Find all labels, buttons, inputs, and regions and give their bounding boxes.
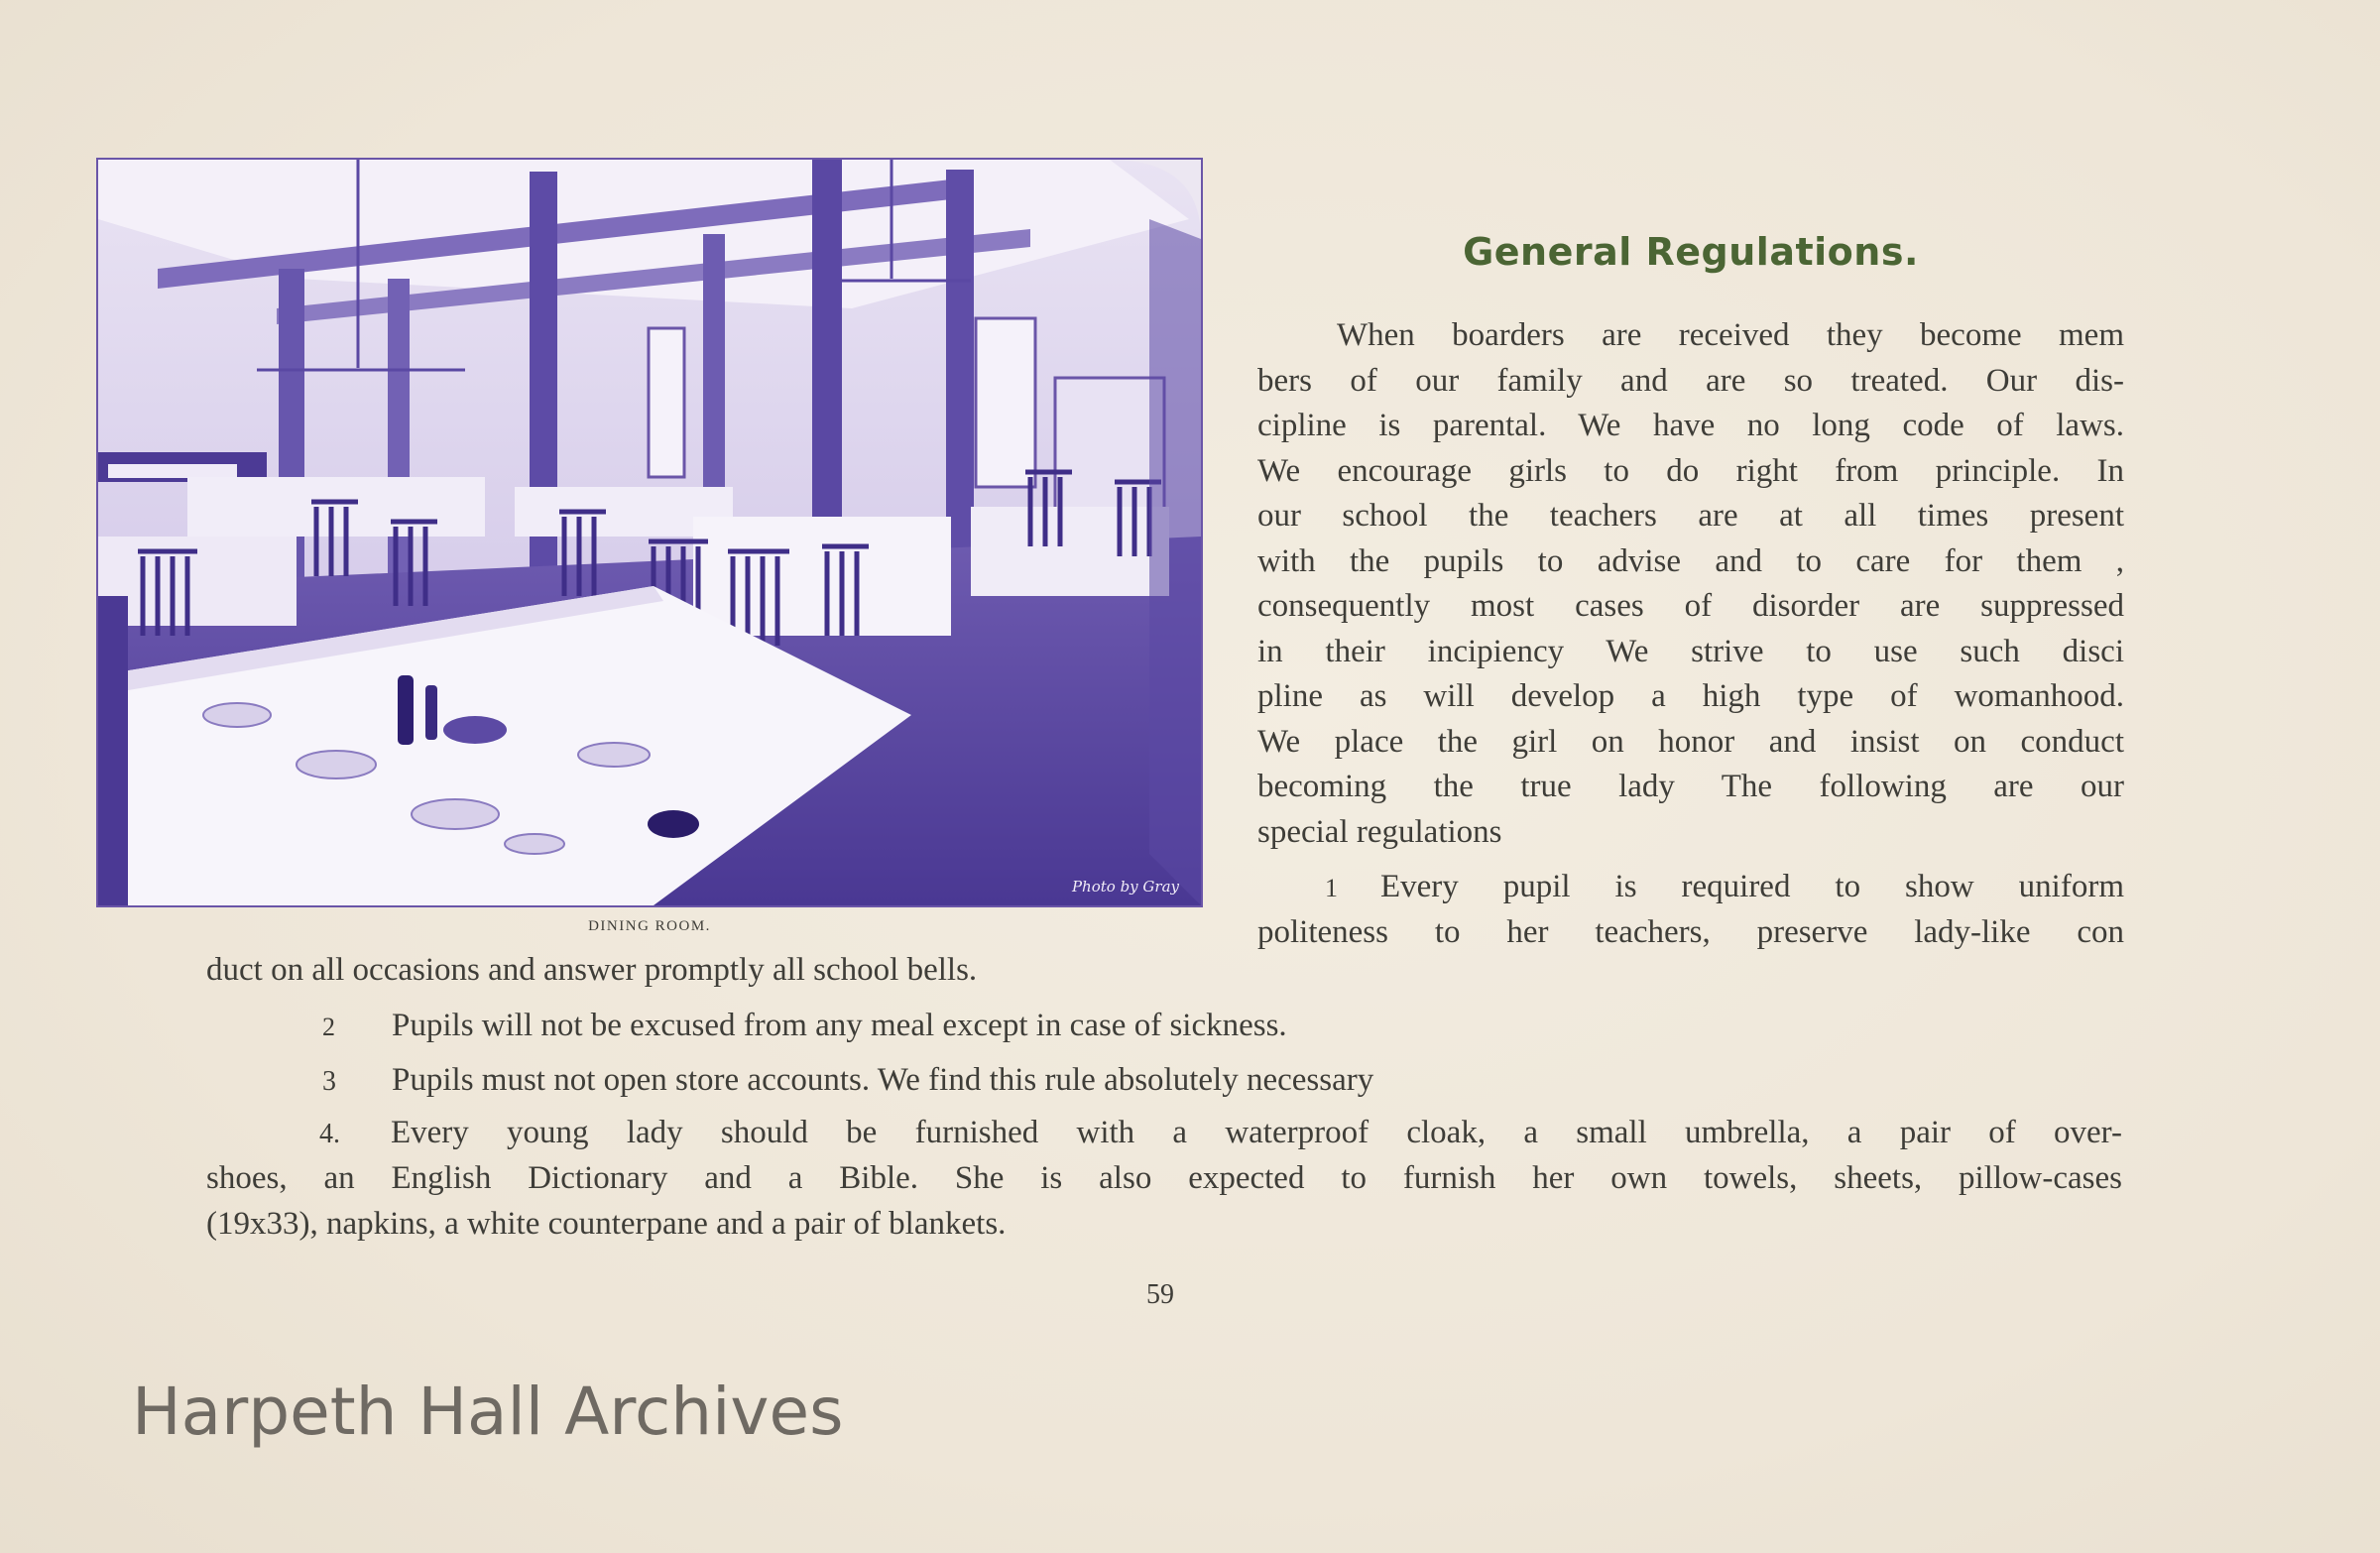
regulation-1-continued bbox=[206, 948, 1297, 994]
regulation-number: 4. bbox=[319, 1119, 340, 1149]
intro-paragraph bbox=[1257, 313, 2124, 855]
regulation-text: Every young lady should be furnished with a waterproof cloak, a small umbrella, a pair of over- bbox=[391, 1115, 2122, 1150]
intro-line: pline as will develop a high type of womanhood. bbox=[1257, 678, 2124, 714]
intro-line: We place the girl on honor and insist on conduct bbox=[1257, 723, 2124, 760]
intro-line: When boarders are received they become mem bbox=[1337, 317, 2124, 353]
regulation-number: 3 bbox=[322, 1066, 336, 1097]
regulation-4 bbox=[206, 1111, 2122, 1248]
regulation-text: duct on all occasions and answer promptly all school bells. bbox=[206, 952, 978, 988]
regulation-3 bbox=[322, 1057, 1373, 1105]
intro-line: our school the teachers are at all times present bbox=[1257, 498, 2124, 534]
archive-watermark: Harpeth Hall Archives bbox=[132, 1374, 844, 1450]
regulation-text: Every pupil is required to show uniform bbox=[1380, 869, 2124, 904]
regulation-1 bbox=[1257, 865, 2124, 955]
photo-credit: Photo by Gray bbox=[1071, 878, 1179, 896]
regulation-text: shoes, an English Dictionary and a Bible. She is also expected to furnish her own towels, sheets, pillow-cases bbox=[206, 1160, 2122, 1196]
dining-room-photo bbox=[96, 158, 1203, 907]
intro-line: We encourage girls to do right from principle. In bbox=[1257, 452, 2124, 489]
intro-line: bers of our family and are so treated. Our dis- bbox=[1257, 362, 2124, 399]
regulation-number: 1 bbox=[1325, 874, 1338, 902]
regulation-text: politeness to her teachers, preserve lady-like con bbox=[1257, 913, 2124, 950]
regulation-text: Pupils must not open store accounts. We find this rule absolutely necessary bbox=[392, 1062, 1374, 1098]
regulation-text: (19x33), napkins, a white counterpane and a pair of blankets. bbox=[206, 1206, 1007, 1242]
intro-line: special regulations bbox=[1257, 813, 1502, 850]
page-number: 59 bbox=[1146, 1279, 1174, 1310]
regulation-text: Pupils will not be excused from any meal except in case of sickness. bbox=[392, 1008, 1287, 1043]
section-heading: General Regulations. bbox=[1463, 230, 1919, 274]
intro-line: becoming the true lady The following are our bbox=[1257, 769, 2124, 804]
regulation-number: 2 bbox=[322, 1013, 335, 1041]
intro-line: consequently most cases of disorder are suppressed bbox=[1257, 588, 2124, 624]
dining-room-illustration bbox=[98, 160, 1201, 905]
regulation-2 bbox=[322, 1003, 1287, 1050]
intro-line: in their incipiency We strive to use such disci bbox=[1257, 633, 2124, 669]
intro-line: cipline is parental. We have no long code of laws. bbox=[1257, 408, 2124, 443]
photo-caption: DINING ROOM. bbox=[588, 918, 711, 934]
intro-line: with the pupils to advise and to care for them , bbox=[1257, 542, 2124, 579]
